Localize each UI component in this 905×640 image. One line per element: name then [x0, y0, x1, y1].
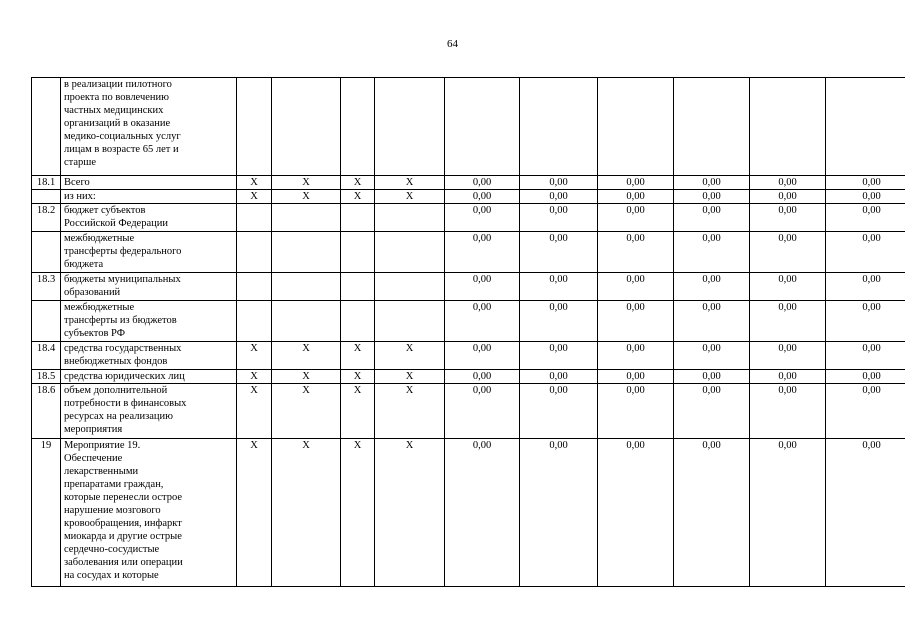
page-number: 64	[447, 38, 458, 50]
amount-cell: 0,00	[445, 439, 520, 587]
row-number-cell: 18.1	[32, 176, 61, 190]
x-mark-cell: X	[375, 190, 445, 204]
amount-cell: 0,00	[598, 176, 674, 190]
table-row	[32, 190, 905, 204]
amount-cell: 0,00	[826, 439, 905, 587]
row-name-cell: из них:	[61, 190, 237, 204]
x-mark-cell: X	[341, 176, 375, 190]
x-mark-cell: X	[375, 176, 445, 190]
x-mark-cell	[237, 204, 272, 232]
amount-cell: 0,00	[598, 232, 674, 273]
table-row	[32, 176, 905, 190]
row-number-cell	[32, 78, 61, 176]
amount-cell: 0,00	[598, 204, 674, 232]
amount-cell: 0,00	[520, 384, 598, 439]
amount-cell: 0,00	[445, 342, 520, 370]
row-number-cell	[32, 301, 61, 342]
x-mark-cell: X	[375, 384, 445, 439]
x-mark-cell: X	[272, 370, 341, 384]
amount-cell	[750, 78, 826, 176]
amount-cell: 0,00	[826, 301, 905, 342]
amount-cell: 0,00	[826, 190, 905, 204]
x-mark-cell: X	[341, 342, 375, 370]
amount-cell: 0,00	[674, 384, 750, 439]
amount-cell: 0,00	[674, 190, 750, 204]
x-mark-cell	[375, 232, 445, 273]
amount-cell: 0,00	[750, 370, 826, 384]
amount-cell: 0,00	[750, 439, 826, 587]
x-mark-cell	[272, 78, 341, 176]
x-mark-cell: X	[341, 190, 375, 204]
row-name-cell: бюджет субъектов Российской Федерации	[61, 204, 237, 232]
amount-cell: 0,00	[826, 273, 905, 301]
amount-cell: 0,00	[520, 370, 598, 384]
row-number-cell: 18.2	[32, 204, 61, 232]
amount-cell: 0,00	[445, 301, 520, 342]
x-mark-cell	[341, 273, 375, 301]
amount-cell: 0,00	[750, 342, 826, 370]
amount-cell: 0,00	[826, 384, 905, 439]
x-mark-cell: X	[237, 190, 272, 204]
x-mark-cell: X	[237, 384, 272, 439]
amount-cell: 0,00	[445, 384, 520, 439]
x-mark-cell: X	[237, 370, 272, 384]
x-mark-cell	[237, 78, 272, 176]
amount-cell: 0,00	[674, 301, 750, 342]
row-name-cell: средства государственных внебюджетных фондов	[61, 342, 237, 370]
x-mark-cell: X	[375, 370, 445, 384]
x-mark-cell: X	[237, 342, 272, 370]
budget-table	[31, 77, 905, 587]
x-mark-cell	[237, 232, 272, 273]
amount-cell	[674, 78, 750, 176]
row-number-cell: 18.6	[32, 384, 61, 439]
x-mark-cell: X	[341, 384, 375, 439]
amount-cell	[520, 78, 598, 176]
table-row	[32, 370, 905, 384]
table-row	[32, 384, 905, 439]
amount-cell: 0,00	[598, 342, 674, 370]
x-mark-cell: X	[272, 384, 341, 439]
row-name-cell: межбюджетные трансферты из бюджетов субъектов РФ	[61, 301, 237, 342]
x-mark-cell	[341, 301, 375, 342]
x-mark-cell	[237, 273, 272, 301]
row-number-cell	[32, 232, 61, 273]
amount-cell: 0,00	[598, 384, 674, 439]
amount-cell: 0,00	[674, 439, 750, 587]
amount-cell: 0,00	[598, 370, 674, 384]
x-mark-cell: X	[272, 190, 341, 204]
row-number-cell: 18.3	[32, 273, 61, 301]
amount-cell: 0,00	[445, 176, 520, 190]
x-mark-cell: X	[341, 370, 375, 384]
table-row	[32, 273, 905, 301]
amount-cell: 0,00	[674, 370, 750, 384]
row-name-cell: объем дополнительной потребности в финансовых ресурсах на реализацию мероприятия	[61, 384, 237, 439]
amount-cell: 0,00	[445, 232, 520, 273]
x-mark-cell: X	[272, 439, 341, 587]
amount-cell: 0,00	[445, 273, 520, 301]
x-mark-cell: X	[272, 176, 341, 190]
amount-cell: 0,00	[674, 232, 750, 273]
amount-cell: 0,00	[520, 342, 598, 370]
amount-cell: 0,00	[826, 370, 905, 384]
x-mark-cell: X	[237, 439, 272, 587]
row-number-cell: 18.4	[32, 342, 61, 370]
row-name-cell: средства юридических лиц	[61, 370, 237, 384]
table-row	[32, 204, 905, 232]
x-mark-cell	[375, 273, 445, 301]
table-row	[32, 342, 905, 370]
row-name-cell: Мероприятие 19. Обеспечение лекарственными препаратами граждан, которые перенесли острое нарушение мозгового кровообращения, инфаркт миокарда и другие острые сердечно-сосудистые заболевания или операции на сосудах и которые	[61, 439, 237, 587]
amount-cell	[826, 78, 905, 176]
amount-cell: 0,00	[674, 176, 750, 190]
amount-cell: 0,00	[598, 190, 674, 204]
x-mark-cell: X	[272, 342, 341, 370]
row-number-cell	[32, 190, 61, 204]
row-number-cell: 18.5	[32, 370, 61, 384]
amount-cell: 0,00	[598, 439, 674, 587]
amount-cell	[445, 78, 520, 176]
row-name-cell: бюджеты муниципальных образований	[61, 273, 237, 301]
amount-cell: 0,00	[445, 204, 520, 232]
amount-cell: 0,00	[674, 342, 750, 370]
x-mark-cell	[272, 204, 341, 232]
amount-cell: 0,00	[826, 232, 905, 273]
amount-cell: 0,00	[826, 176, 905, 190]
table-row	[32, 78, 905, 176]
table-row	[32, 301, 905, 342]
amount-cell: 0,00	[750, 232, 826, 273]
amount-cell: 0,00	[750, 190, 826, 204]
amount-cell: 0,00	[750, 384, 826, 439]
amount-cell: 0,00	[750, 176, 826, 190]
x-mark-cell	[375, 301, 445, 342]
amount-cell: 0,00	[520, 190, 598, 204]
x-mark-cell	[272, 232, 341, 273]
amount-cell: 0,00	[520, 176, 598, 190]
amount-cell: 0,00	[520, 273, 598, 301]
x-mark-cell	[341, 204, 375, 232]
amount-cell: 0,00	[674, 204, 750, 232]
x-mark-cell	[272, 301, 341, 342]
amount-cell: 0,00	[750, 204, 826, 232]
row-name-cell: Всего	[61, 176, 237, 190]
amount-cell: 0,00	[750, 273, 826, 301]
amount-cell: 0,00	[520, 232, 598, 273]
x-mark-cell: X	[237, 176, 272, 190]
x-mark-cell	[341, 78, 375, 176]
x-mark-cell: X	[375, 342, 445, 370]
amount-cell: 0,00	[826, 204, 905, 232]
x-mark-cell	[375, 204, 445, 232]
amount-cell: 0,00	[674, 273, 750, 301]
x-mark-cell	[237, 301, 272, 342]
row-number-cell: 19	[32, 439, 61, 587]
amount-cell: 0,00	[750, 301, 826, 342]
row-name-cell: в реализации пилотного проекта по вовлечению частных медицинских организаций в оказание медико-социальных услуг лицам в возрасте 65 лет и старше	[61, 78, 237, 176]
x-mark-cell: X	[341, 439, 375, 587]
x-mark-cell: X	[375, 439, 445, 587]
amount-cell: 0,00	[520, 301, 598, 342]
amount-cell	[598, 78, 674, 176]
table-row	[32, 439, 905, 587]
table-row	[32, 232, 905, 273]
row-name-cell: межбюджетные трансферты федерального бюджета	[61, 232, 237, 273]
amount-cell: 0,00	[445, 190, 520, 204]
x-mark-cell	[375, 78, 445, 176]
amount-cell: 0,00	[598, 301, 674, 342]
amount-cell: 0,00	[826, 342, 905, 370]
amount-cell: 0,00	[598, 273, 674, 301]
amount-cell: 0,00	[445, 370, 520, 384]
amount-cell: 0,00	[520, 439, 598, 587]
x-mark-cell	[272, 273, 341, 301]
amount-cell: 0,00	[520, 204, 598, 232]
x-mark-cell	[341, 232, 375, 273]
